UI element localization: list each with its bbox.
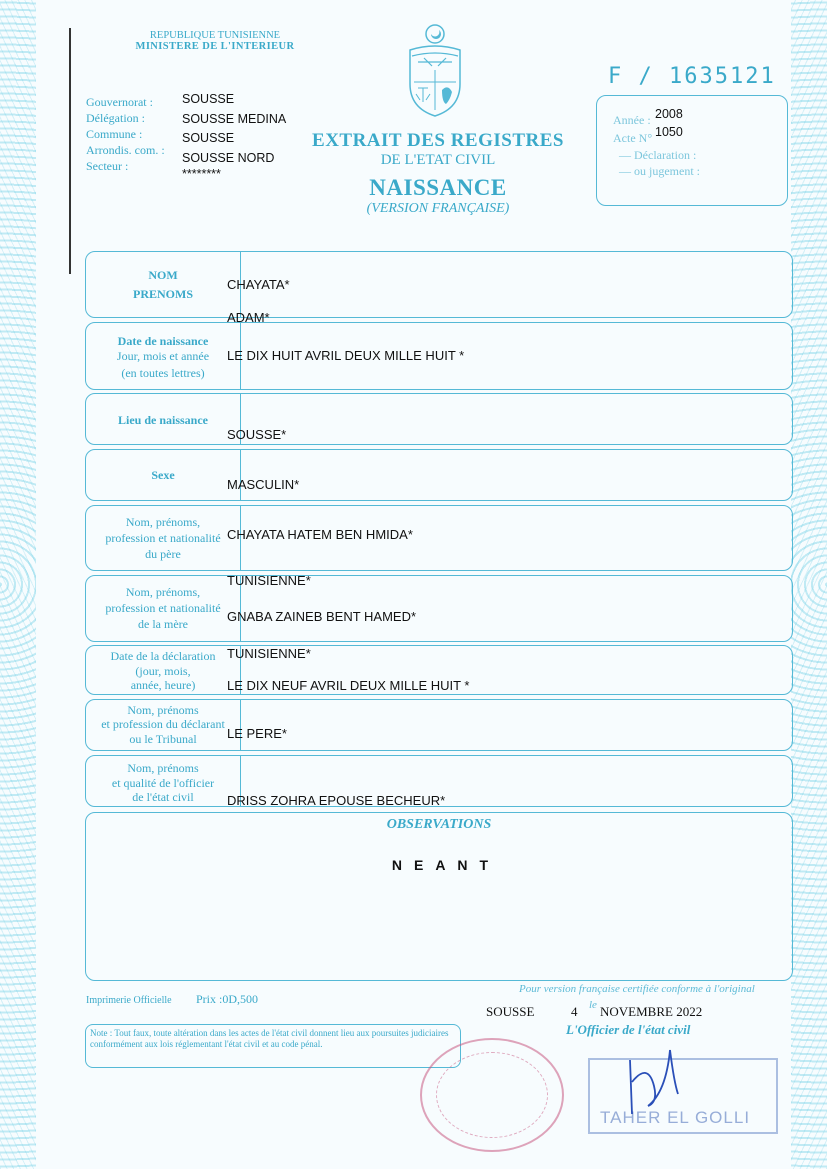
issue-le: le [589,999,597,1011]
declarant-label-2: et profession du déclarant [101,717,225,731]
acte-box [596,95,788,206]
arrondis-value: SOUSSE NORD [182,150,275,165]
nom-label: NOM [148,268,178,282]
officier-value: DRISS ZOHRA EPOUSE BECHEUR* [227,793,446,808]
gouvernorat-label: Gouvernorat : [86,95,153,109]
dob-label-1: Date de naissance [117,334,209,348]
declarant-value: LE PERE* [227,726,287,741]
gouvernorat-value: SOUSSE [182,92,235,106]
row-pere [85,505,793,571]
officier-label-3: de l'état civil [132,790,194,804]
arrondis-label: Arrondis. com. : [86,143,165,157]
pere-label-2: profession et nationalité [105,531,221,545]
dob-label-2: Jour, mois et année [116,349,210,363]
row-mere [85,575,793,642]
officier-title: L'Officier de l'état civil [566,1022,691,1037]
signature [618,1042,688,1122]
title-version: (VERSION FRANÇAISE) [366,201,510,216]
prenom-value: ADAM* [227,310,270,325]
header-block [110,30,320,52]
pere-label-1: Nom, prénoms, [125,515,201,529]
annee-value: 2008 [655,107,683,121]
declaration-value: LE DIX NEUF AVRIL DEUX MILLE HUIT * [227,678,470,693]
annee-label: Année : [613,113,651,127]
issue-day: 4 [571,1004,578,1019]
secteur-value: ******** [182,167,221,181]
secteur-label: Secteur : [86,159,129,173]
row-declarant [85,699,793,751]
sexe-label: Sexe [151,468,175,482]
declarant-label-1: Nom, prénoms [127,703,199,717]
delegation-value: SOUSSE MEDINA [182,111,287,126]
officier-label-2: et qualité de l'officier [111,776,215,790]
officier-label-1: Nom, prénoms [127,761,199,775]
mere-label-1: Nom, prénoms, [125,585,201,599]
declarant-label-3: ou le Tribunal [129,732,197,746]
acte-label: Acte N° [613,131,653,145]
legal-note-box [85,1024,461,1068]
stamp-name: TAHER EL GOLLI [600,1108,751,1127]
declaration-label: — Déclaration : [619,148,697,162]
pere-label-3: du père [145,547,181,561]
acte-value: 1050 [655,125,683,139]
jugement-label: — ou jugement : [619,164,700,178]
title-line-1: EXTRAIT DES REGISTRES [312,130,564,151]
issue-city: SOUSSE [486,1004,535,1019]
mere-label-3: de la mère [138,617,188,631]
round-stamp [420,1038,564,1152]
row-sexe [85,449,793,501]
commune-label: Commune : [86,127,143,141]
legal-note: Note : Tout faux, toute altération dans les actes de l'état civil donnent lieu aux poursuites judiciaires conformément aux lois réglementant l'état civil et au code pénal. [90,1028,449,1049]
prix-label: Prix :0D,500 [196,992,259,1006]
right-border-pattern [791,0,827,1169]
ministry-label: MINISTERE DE L'INTERIEUR [135,41,295,52]
conforme-label: Pour version française certifiée conforme à l'original [519,983,755,995]
pere-value: CHAYATA HATEM BEN HMIDA* [227,527,413,542]
document-title [300,130,576,217]
observations-box [85,812,793,981]
decl-label-2: (jour, mois, [135,664,191,678]
prenoms-label: PRENOMS [133,287,193,301]
pere-nationality: TUNISIENNE* [227,573,311,588]
row-nom-prenoms [85,251,793,318]
left-border-pattern [0,0,36,1169]
issue-date: NOVEMBRE 2022 [600,1004,703,1019]
imprimerie-label: Imprimerie Officielle [86,995,172,1006]
observations-value: NEANT [391,857,501,873]
lieu-label: Lieu de naissance [117,413,208,427]
sexe-value: MASCULIN* [227,477,300,492]
nom-value: CHAYATA* [227,277,290,292]
row-lieu-naissance [85,393,793,445]
lieu-value: SOUSSE* [227,427,287,442]
dob-value: LE DIX HUIT AVRIL DEUX MILLE HUIT * [227,348,465,363]
decl-label-1: Date de la déclaration [110,649,216,663]
admin-labels [86,94,165,174]
title-line-2: DE L'ETAT CIVIL [380,152,496,168]
coat-of-arms-emblem [402,22,468,120]
margin-rule [69,28,71,274]
delegation-label: Délégation : [86,111,145,125]
mere-label-2: profession et nationalité [105,601,221,615]
observations-title: OBSERVATIONS [386,817,492,832]
republic-label: REPUBLIQUE TUNISIENNE [149,30,281,41]
mere-value: GNABA ZAINEB BENT HAMED* [227,609,417,624]
decl-label-3: année, heure) [130,678,196,692]
commune-value: SOUSSE [182,131,235,145]
admin-values [182,90,286,180]
dob-label-3: (en toutes lettres) [121,366,205,380]
mere-nationality: TUNISIENNE* [227,646,311,661]
serial-number: F / 1635121 [608,64,776,89]
title-naissance: NAISSANCE [369,175,507,200]
